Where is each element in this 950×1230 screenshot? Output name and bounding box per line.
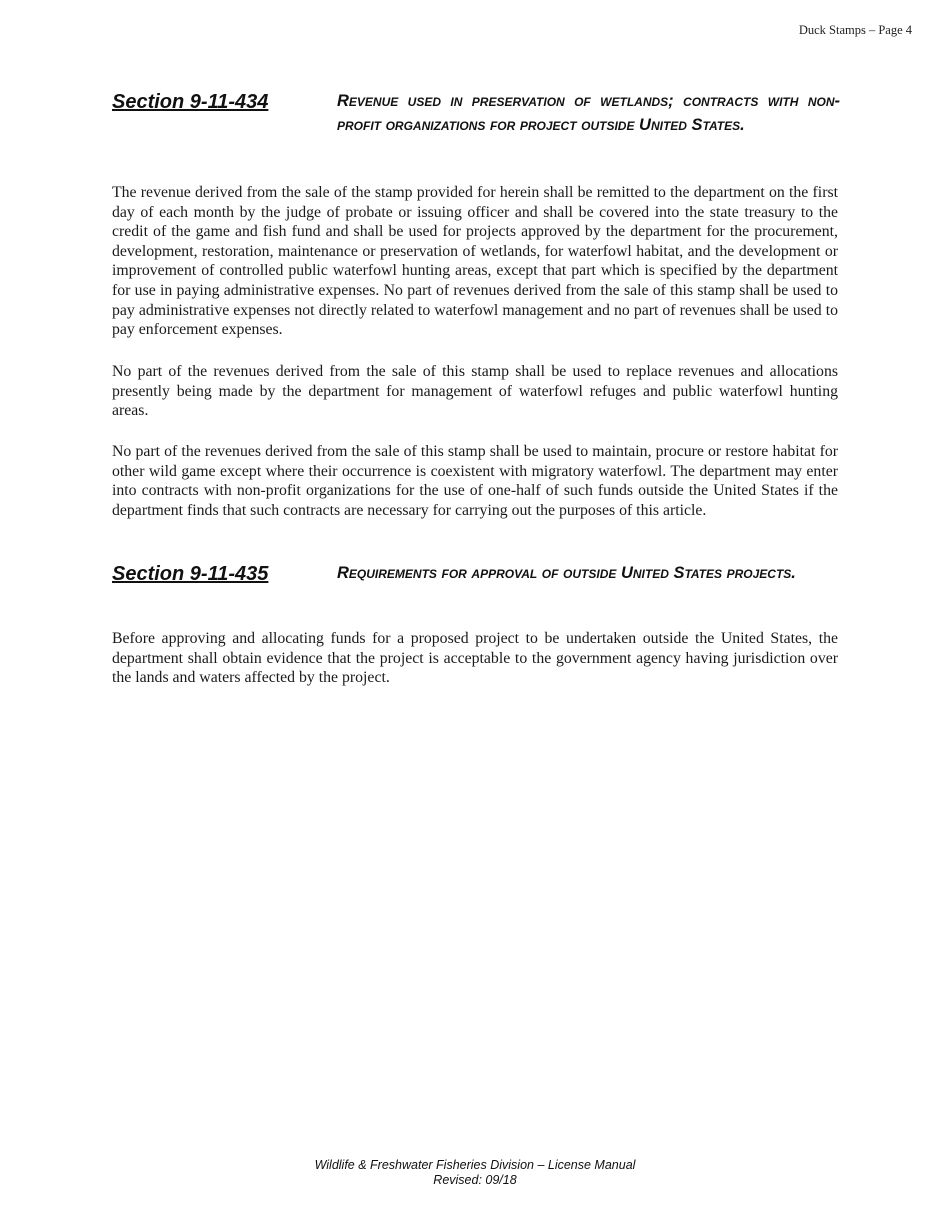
section-title: Requirements for approval of outside United States projects.	[337, 564, 796, 582]
section-number: Section 9-11-435	[112, 563, 269, 585]
footer-title: Wildlife & Freshwater Fisheries Division – License Manual	[314, 1158, 636, 1172]
page-header: Duck Stamps – Page 4	[798, 23, 912, 37]
section-paragraph: No part of the revenues derived from the sale of this stamp shall be used to replace revenues and allocations presently being made by the department for management of waterfowl refuges and public waterfowl hunting areas.	[112, 363, 838, 420]
section-paragraph: Before approving and allocating funds for a proposed project to be undertaken outside the United States, the department shall obtain evidence that the project is acceptable to the government agency having jurisdiction over the lands and waters affected by the project.	[112, 630, 838, 687]
footer-revision: Revised: 09/18	[433, 1173, 517, 1187]
section-paragraph: The revenue derived from the sale of the stamp provided for herein shall be remitted to the department on the first day of each month by the judge of probate or issuing officer and shall be covered into the state treasury to the credit of the game and fish fund and shall be used for projects approved by the department for the procurement, development, restoration, maintenance or preservation of wetlands, for waterfowl habitat, and the development or improvement of controlled public waterfowl hunting areas, except that part which is specified by the department for use in paying administrative expenses. No part of revenues derived from the sale of this stamp shall be used to pay administrative expenses not directly related to waterfowl management and no part of revenues shall be used to pay enforcement expenses.	[112, 184, 838, 339]
section-title: Revenue used in preservation of wetlands; contracts with non-profit organizations for project outside United States.	[337, 92, 840, 134]
section-paragraph: No part of the revenues derived from the sale of this stamp shall be used to maintain, procure or restore habitat for other wild game except where their occurrence is coexistent with migratory waterfowl. The department may enter into contracts with non-profit organizations for the use of one-half of such funds outside the United States if the department finds that such contracts are necessary for carrying out the purposes of this article.	[112, 443, 838, 519]
section-number: Section 9-11-434	[112, 91, 269, 113]
page-footer	[0, 1158, 950, 1188]
